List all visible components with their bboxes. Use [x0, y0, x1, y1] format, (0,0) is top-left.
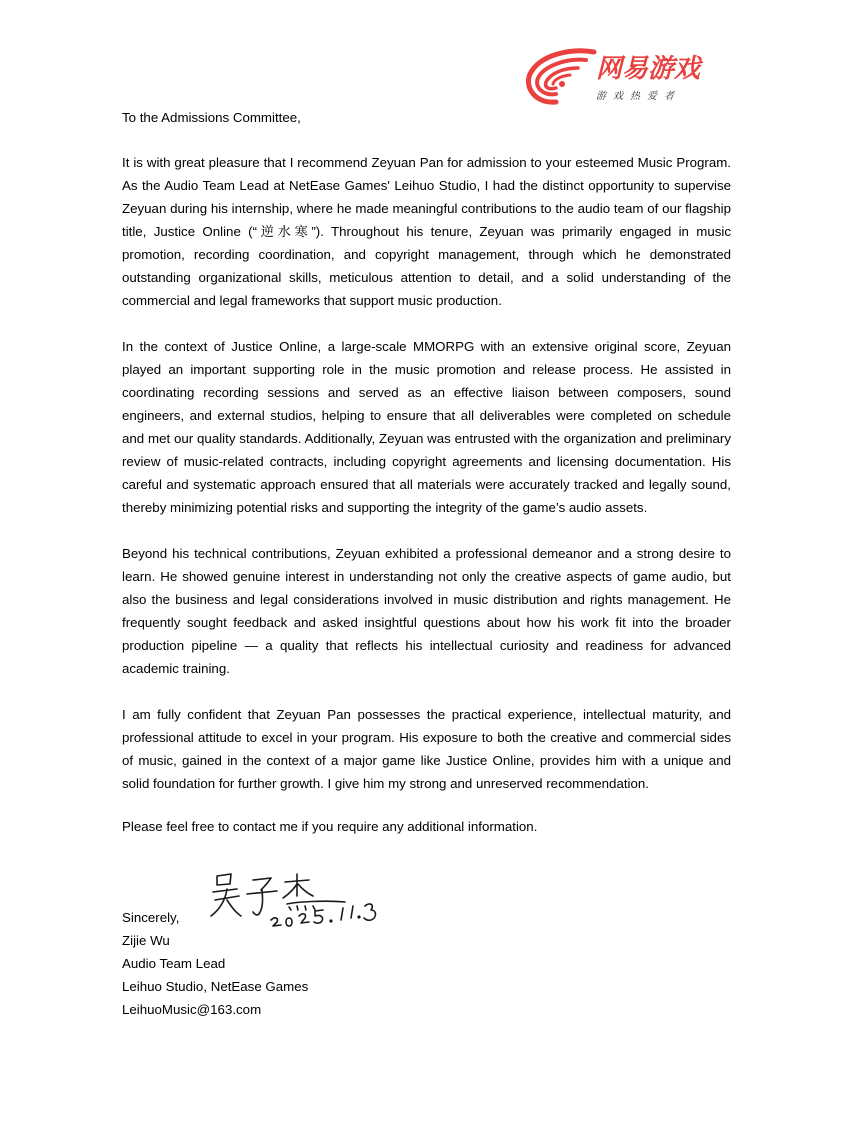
paragraph-1: It is with great pleasure that I recommend Zeyuan Pan for admission to your esteemed Music Program. As the Audio Team Lead at NetEase Games' Leihuo Studio, I had the distinct opportunity to supervise Zeyuan during his internship, where he made meaningful contributions to the audio team of our flagship title, Justice Online (“逆水寒”). Throughout his tenure, Zeyuan was primarily engaged in music promotion, recording coordination, and copyright management, through which he demonstrated outstanding organizational skills, meticulous attention to detail, and a solid understanding of the commercial and legal frameworks that support music production. — [122, 155, 731, 308]
salutation: To the Admissions Committee, — [122, 110, 301, 125]
logo-name: 网易游戏 — [596, 54, 701, 84]
paragraph-3: Beyond his technical contributions, Zeyuan exhibited a professional demeanor and a strong desire to learn. He showed genuine interest in understanding not only the creative aspects of game audio, but also the business and legal considerations involved in music distribution and rights management. He frequently sought feedback and asked insightful questions about how his work fit into the broader production pipeline — a quality that reflects his intellectual curiosity and readiness for advanced academic training. — [122, 546, 731, 676]
signer-title: Audio Team Lead — [122, 956, 226, 971]
signer-email: LeihuoMusic@163.com — [122, 1002, 262, 1017]
letter-body — [122, 106, 731, 818]
netease-games-logo — [522, 44, 722, 114]
signoff-block — [122, 906, 308, 1021]
signer-organization: Leihuo Studio, NetEase Games — [122, 979, 309, 994]
netease-swirl-icon — [522, 44, 598, 114]
signoff-text: Sincerely, — [122, 910, 180, 925]
paragraph-2: In the context of Justice Online, a large-scale MMORPG with an extensive original score, Zeyuan played an important supporting role in the music promotion and release process. He assisted in coordinating recording sessions and served as an effective liaison between composers, sound engineers, and external studios, helping to ensure that all deliverables were completed on schedule and met our quality standards. Additionally, Zeyuan was entrusted with the organization and preliminary review of music-related contracts, including copyright agreements and licensing documentation. His careful and systematic approach ensured that all materials were accurately tracked and legally sound, thereby minimizing potential risks and supporting the integrity of the game’s audio assets. — [122, 339, 731, 515]
logo-tagline: 游戏热爱者 — [596, 91, 681, 102]
signer-name: Zijie Wu — [122, 933, 170, 948]
closing-note: Please feel free to contact me if you require any additional information. — [122, 819, 538, 834]
paragraph-4: I am fully confident that Zeyuan Pan possesses the practical experience, intellectual maturity, and professional attitude to excel in your program. His exposure to both the creative and commercial sides of music, gained in the context of a major game like Justice Online, provides him with a unique and solid foundation for further growth. I give him my strong and unreserved recommendation. — [122, 707, 731, 791]
